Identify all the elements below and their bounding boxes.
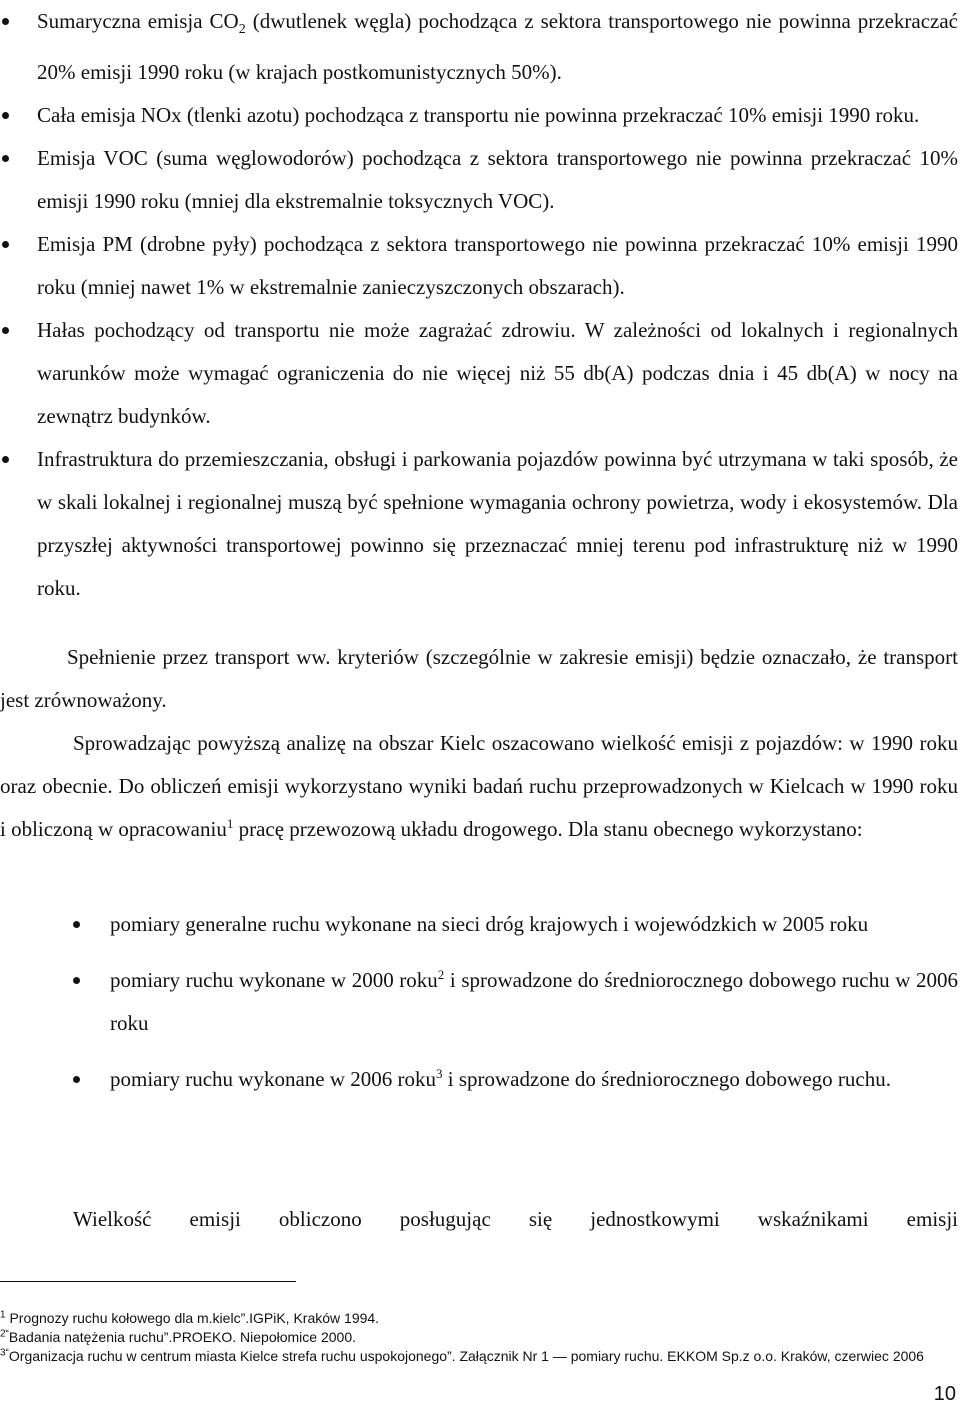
co2-text-end: (dwutlenek węgla) pochodząca z sektora transportowego nie powinna przekraczać 20% emisji 1990 roku (w krajach postkomunistycznych 50%). <box>37 9 959 85</box>
list-item <box>0 959 958 1045</box>
list-item: Cała emisja NOx (tlenki azotu) pochodząca z transportu nie powinna przekraczać 10% emisji 1990 roku. <box>0 94 958 137</box>
list-item: Emisja VOC (suma węglowodorów) pochodząca z sektora transportowego nie powinna przekraczać 10% emisji 1990 roku (mniej dla ekstremalnie toksycznych VOC). <box>0 137 958 223</box>
list-item-text: pomiary ruchu wykonane w 2006 roku <box>110 1067 437 1091</box>
list-item <box>0 903 958 946</box>
co2-subscript: 2 <box>238 22 246 38</box>
footnote-number: 1 <box>0 1309 6 1321</box>
fulfilment-paragraph: Spełnienie przez transport ww. kryteriów (szczególnie w zakresie emisji) będzie oznaczało, że transport jest zrównoważony. <box>0 645 958 712</box>
list-item-text-end: i sprowadzone do średniorocznego dobowego ruchu w 2006 roku <box>110 968 959 1035</box>
list-item <box>0 0 958 94</box>
list-item: Infrastruktura do przemieszczania, obsługi i parkowania pojazdów powinna być utrzymana w taki sposób, że w skali lokalnej i regionalnej muszą być spełnione wymagania ochrony powietrza, wody i ekosystemów. Dla przyszłej aktywności transportowej powinno się przeznaczać mniej terenu pod infrastrukturę niż w 1990 roku. <box>0 438 958 610</box>
footnote-number: 3“ <box>0 1347 9 1359</box>
footnote-ref: 3 <box>436 1066 443 1081</box>
footnote-divider <box>0 1281 296 1282</box>
footnote-text: Prognozy ruchu kołowego dla m.kielc”.IGPiK, Kraków 1994. <box>5 1310 380 1326</box>
footnote-number: 2“ <box>0 1328 9 1340</box>
list-item: Hałas pochodzący od transportu nie może zagrażać zdrowiu. W zależności od lokalnych i regionalnych warunków może wymagać ograniczenia do nie więcej niż 55 db(A) podczas dnia i 45 db(A) w nocy na zewnątrz budynków. <box>0 309 958 438</box>
list-item-text: pomiary ruchu wykonane w 2000 roku <box>110 968 438 992</box>
page-number: 10 <box>933 1383 956 1405</box>
list-item-text-end: i sprowadzone do średniorocznego dobowego ruchu. <box>442 1067 891 1091</box>
footnote-ref: 2 <box>437 967 445 982</box>
emission-paragraph: Wielkość emisji obliczono posługując się jednostkowymi wskaźnikami emisji <box>73 1207 958 1231</box>
footnote-text: Organizacja ruchu w centrum miasta Kielce strefa ruchu uspokojonego”. Załącznik Nr 1 — pomiary ruchu. EKKOM Sp.z o.o. Kraków, czerwiec 2006 <box>8 1348 924 1364</box>
list-item-text: pomiary generalne ruchu wykonane na sieci dróg krajowych i wojewódzkich w 2005 roku <box>110 912 869 936</box>
footnote-ref: 1 <box>226 816 234 831</box>
footnote-text: Badania natężenia ruchu”.PROEKO. Niepołomice 2000. <box>8 1329 356 1345</box>
criteria-bullet-list <box>0 0 958 610</box>
footnote-2 <box>0 1327 958 1348</box>
footnote-1 <box>0 1308 958 1329</box>
co2-text-start: Sumaryczna emisja CO <box>37 9 239 33</box>
data-sources-list <box>0 903 958 1114</box>
list-item <box>0 1058 958 1101</box>
footnote-3 <box>0 1346 958 1367</box>
analysis-paragraph <box>0 722 958 851</box>
list-item: Emisja PM (drobne pyły) pochodząca z sektora transportowego nie powinna przekraczać 10% emisji 1990 roku (mniej nawet 1% w ekstremalnie zanieczyszczonych obszarach). <box>0 223 958 309</box>
analysis-text: Sprowadzając powyższą analizę na obszar Kielc oszacowano wielkość emisji z pojazdów: w 1990 roku oraz obecnie. Do obliczeń emisji wykorzystano wyniki badań ruchu przeprowadzonych w Kielcach w 1990 roku i obliczoną w opracowaniu <box>0 731 958 841</box>
analysis-text-end: pracę przewozową układu drogowego. Dla stanu obecnego wykorzystano: <box>233 817 863 841</box>
